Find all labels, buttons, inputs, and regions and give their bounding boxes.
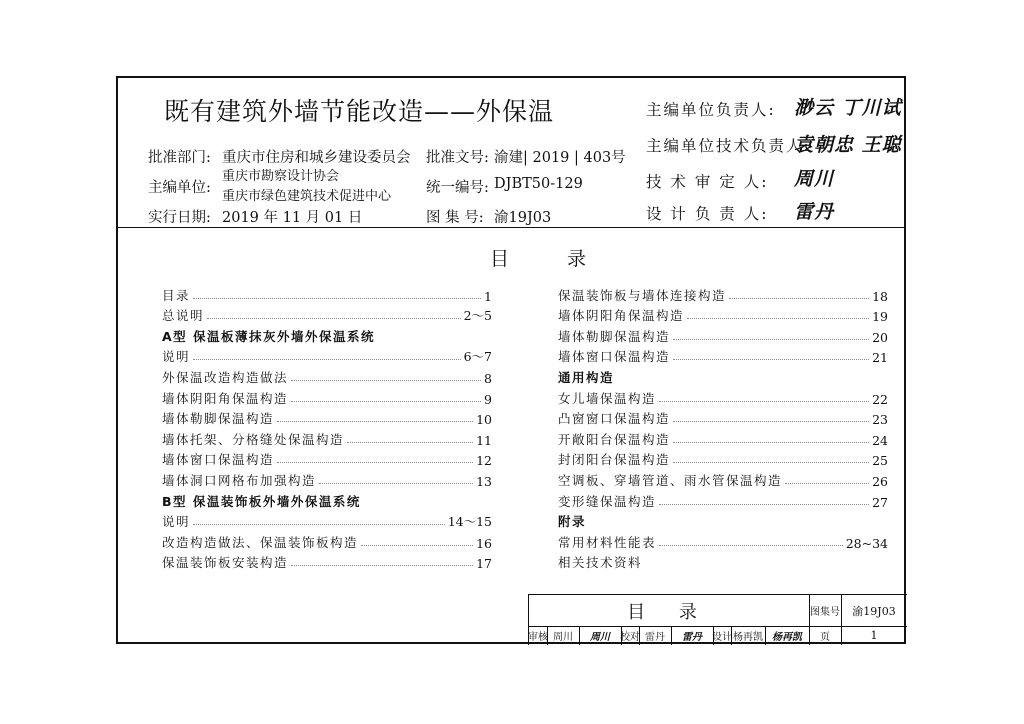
toc-entry-page: 9: [484, 391, 492, 407]
check-signature: 雷丹: [671, 626, 714, 645]
toc-section-heading: [558, 510, 888, 531]
toc-entry: [558, 489, 888, 510]
toc-entry: [162, 468, 492, 489]
toc-entry-page: 16: [476, 535, 492, 551]
toc-entry: [558, 448, 888, 469]
toc-entry: [558, 551, 888, 572]
toc-entry-label: 变形缝保温构造: [558, 493, 657, 509]
toc-leader-dots: [277, 462, 473, 463]
atlas-no-value: 渝19J03: [494, 210, 552, 226]
toc-entry: [558, 468, 888, 489]
toc-entry-label: 封闭阳台保温构造: [558, 452, 671, 468]
toc-leader-dots: [193, 298, 481, 299]
toc-entry: [558, 386, 888, 407]
toc-entry: [162, 407, 492, 428]
toc-entry-label: 墙体洞口网格布加强构造: [162, 472, 317, 488]
toc-section-heading: [558, 365, 888, 386]
page-title: 既有建筑外墙节能改造——外保温: [164, 97, 555, 126]
toc-entry-page: 2～5: [463, 308, 492, 324]
toc-entry: [162, 386, 492, 407]
approval-no-value: 渝建| 2019 | 403号: [494, 150, 626, 166]
page-number: 1: [870, 629, 878, 642]
toc-leader-dots: [347, 442, 473, 443]
toc-entry-page: 24: [872, 432, 888, 448]
toc-leader-dots: [277, 421, 473, 422]
signature-3: 周川: [794, 168, 835, 190]
toc-entry-page: 20: [872, 329, 888, 345]
toc-entry: [558, 427, 888, 448]
responsible-label-2: 主编单位技术负责人:: [646, 137, 811, 155]
title-block-row-bottom: [529, 626, 907, 645]
toc-leader-dots: [659, 545, 843, 546]
toc-entry: [162, 304, 492, 325]
toc-entry-page: 14～15: [447, 514, 492, 530]
drawing-frame: [116, 76, 906, 644]
toc-entry-label: 墙体勒脚保温构造: [558, 328, 671, 344]
toc-entry-page: 28~34: [845, 535, 888, 551]
toc-section-label: 通用构造: [558, 369, 615, 385]
signature-2: 袁朝忠 王聪: [794, 134, 902, 156]
toc-entry-page: 8: [484, 370, 492, 386]
toc-entry-label: 保温装饰板安装构造: [162, 555, 289, 571]
title-block: [528, 594, 907, 645]
toc-entry: [162, 283, 492, 304]
toc-leader-dots: [729, 298, 869, 299]
toc-entry: [558, 324, 888, 345]
toc-entry-page: 22: [872, 391, 888, 407]
toc-entry-page: 10: [476, 412, 492, 428]
toc-entry-label: 女儿墙保温构造: [558, 390, 657, 406]
toc-leader-dots: [291, 380, 481, 381]
signature-4: 雷丹: [794, 201, 835, 223]
signature-1: 渺云 丁川试: [794, 97, 902, 119]
page-label: 页: [809, 626, 842, 645]
toc-entry-label: 墙体阴阳角保温构造: [162, 390, 289, 406]
toc-entry: [558, 283, 888, 304]
editor-value-2: 重庆市绿色建筑技术促进中心: [222, 189, 392, 204]
toc-entry-label: 墙体窗口保温构造: [162, 452, 275, 468]
toc-section-heading: [162, 324, 492, 345]
effective-date-value: 2019 年 11 月 01 日: [222, 210, 363, 226]
toc-leader-dots: [673, 421, 869, 422]
review-signature: 周川: [579, 626, 622, 645]
atlas-no-label: 图 集 号:: [426, 210, 484, 226]
toc-left-column: [162, 283, 492, 571]
toc-entry-label: 墙体阴阳角保温构造: [558, 308, 685, 324]
toc-entry-label: 说明: [162, 514, 191, 530]
toc-entry: [162, 530, 492, 551]
toc-entry-page: 6～7: [463, 349, 492, 365]
toc-entry-page: 21: [872, 350, 888, 366]
responsible-label-4: 设 计 负 责 人:: [646, 205, 769, 223]
toc-right-column: [558, 283, 888, 571]
review-name: 周川: [547, 626, 580, 645]
toc-leader-dots: [785, 483, 869, 484]
toc-leader-dots: [291, 565, 473, 566]
toc-entry: [162, 427, 492, 448]
responsible-label-1: 主编单位负责人:: [646, 101, 776, 119]
toc-entry: [162, 345, 492, 366]
check-label: 校对: [621, 626, 640, 645]
toc-entry-page: 12: [476, 453, 492, 469]
toc-section-label: A型 保温板薄抹灰外墙外保温系统: [162, 328, 376, 344]
review-label: 审核: [529, 626, 548, 645]
check-name: 雷丹: [639, 626, 672, 645]
toc-entry: [558, 345, 888, 366]
toc-entry: [558, 530, 888, 551]
editor-value-1: 重庆市勘察设计协会: [222, 169, 340, 184]
design-signature: 杨再凯: [765, 626, 810, 645]
toc-entry-label: 开敞阳台保温构造: [558, 431, 671, 447]
title-block-title: 目 录: [529, 595, 810, 626]
toc-entry-label: 保温装饰板与墙体连接构造: [558, 287, 727, 303]
toc-leader-dots: [659, 504, 869, 505]
toc-heading: 目 录: [490, 248, 613, 270]
toc-leader-dots: [687, 318, 869, 319]
toc-entry-label: 外保温改造构造做法: [162, 369, 289, 385]
atlas-no-label-small: 图集号: [809, 595, 842, 626]
toc-entry: [162, 510, 492, 531]
design-name: 杨再凯: [731, 626, 766, 645]
design-label: 设计: [713, 626, 732, 645]
approval-dept-value: 重庆市住房和城乡建设委员会: [222, 150, 411, 166]
toc-entry-label: 目录: [162, 287, 191, 303]
toc-entry-page: 13: [476, 473, 492, 489]
atlas-no-value-small: 渝19J03: [852, 604, 896, 618]
toc-entry-label: 说明: [162, 349, 191, 365]
toc-leader-dots: [291, 401, 481, 402]
unified-no-label: 统一编号:: [426, 180, 489, 196]
header-divider: [118, 227, 904, 228]
toc-entry-label: 总说明: [162, 308, 205, 324]
toc-entry-page: 19: [872, 309, 888, 325]
toc-entry: [162, 365, 492, 386]
toc-entry-page: 11: [476, 432, 492, 448]
toc-entry-label: 凸窗窗口保温构造: [558, 411, 671, 427]
responsible-label-3: 技 术 审 定 人:: [646, 173, 769, 191]
toc-leader-dots: [673, 442, 869, 443]
toc-entry-page: 25: [872, 453, 888, 469]
toc-section-label: B型 保温装饰板外墙外保温系统: [162, 493, 361, 509]
toc-entry-page: 18: [872, 288, 888, 304]
toc-entry-label: 常用材料性能表: [558, 534, 657, 550]
toc-entry-page: 26: [872, 473, 888, 489]
title-block-row-top: [529, 595, 907, 627]
toc-leader-dots: [659, 401, 869, 402]
toc-leader-dots: [673, 339, 869, 340]
approval-dept-label: 批准部门:: [148, 150, 211, 166]
toc-entry: [162, 551, 492, 572]
toc-leader-dots: [361, 545, 473, 546]
toc-entry-label: 空调板、穿墙管道、雨水管保温构造: [558, 472, 783, 488]
toc-entry-page: 17: [476, 556, 492, 572]
toc-entry-page: 1: [484, 288, 492, 304]
toc-entry: [558, 304, 888, 325]
toc-leader-dots: [673, 462, 869, 463]
toc-entry-label: 墙体勒脚保温构造: [162, 411, 275, 427]
unified-no-value: DJBT50-129: [494, 176, 583, 192]
toc-entry-page: 27: [872, 494, 888, 510]
toc-entry-label: 改造构造做法、保温装饰板构造: [162, 534, 359, 550]
toc-section-label: 附录: [558, 514, 587, 530]
toc-leader-dots: [319, 483, 473, 484]
toc-entry-label: 墙体托架、分格缝处保温构造: [162, 431, 345, 447]
toc-leader-dots: [207, 318, 461, 319]
toc-entry: [162, 448, 492, 469]
toc-entry: [558, 407, 888, 428]
toc-leader-dots: [673, 359, 869, 360]
toc-entry-label: 相关技术资料: [558, 555, 643, 571]
effective-date-label: 实行日期:: [148, 210, 211, 226]
toc-leader-dots: [193, 524, 445, 525]
editor-label: 主编单位:: [148, 180, 211, 196]
toc-entry-page: 23: [872, 412, 888, 428]
toc-section-heading: [162, 489, 492, 510]
toc-entry-label: 墙体窗口保温构造: [558, 349, 671, 365]
approval-no-label: 批准文号:: [426, 150, 489, 166]
toc-leader-dots: [193, 359, 461, 360]
